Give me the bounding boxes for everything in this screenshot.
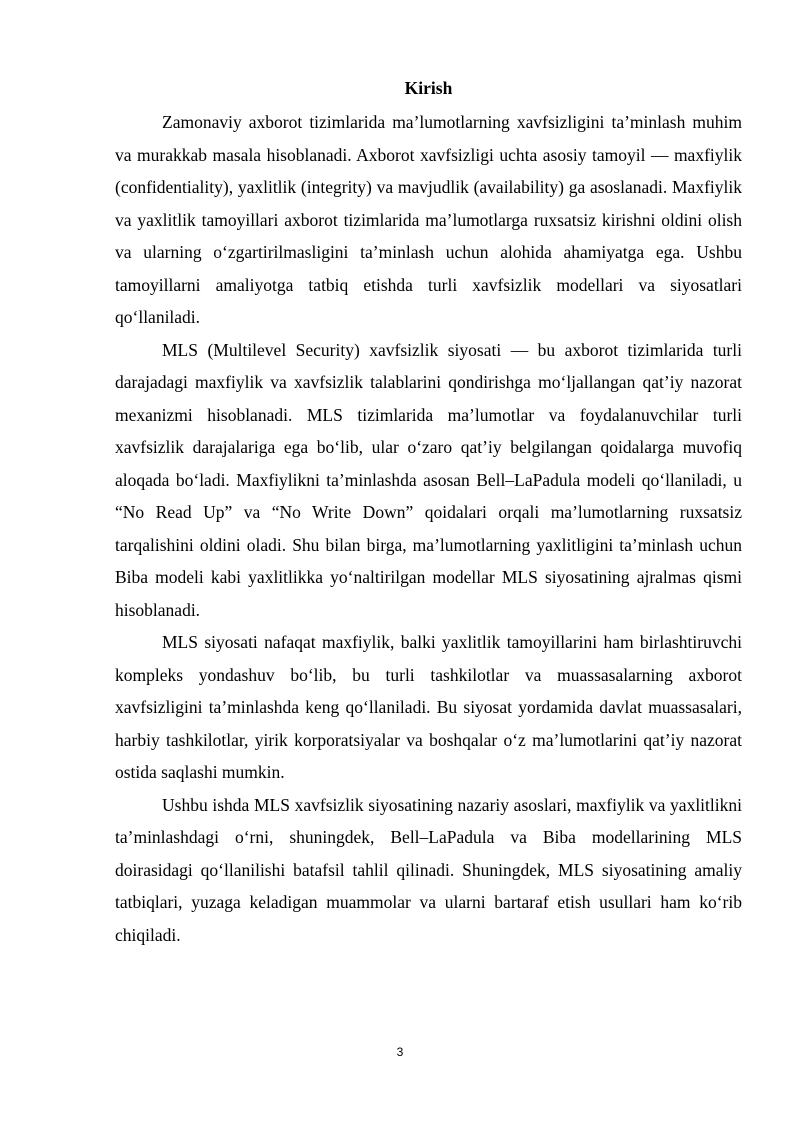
document-body (115, 74, 742, 951)
paragraph-4: Ushbu ishda MLS xavfsizlik siyosatining nazariy asoslari, maxfiylik va yaxlitlikni ta’minlashdagi o‘rni, shuningdek, Bell–LaPadula va Biba modellarining MLS doirasidagi qo‘llanilishi batafsil tahlil qilinadi. Shuningdek, MLS siyosatining amaliy tatbiqlari, yuzaga keladigan muammolar va ularni bartaraf etish usullari ham ko‘rib chiqiladi. (115, 794, 742, 945)
page-number: 3 (396, 1045, 404, 1059)
paragraph-1: Zamonaviy axborot tizimlarida ma’lumotlarning xavfsizligini ta’minlash muhim va murakkab masala hisoblanadi. Axborot xavfsizligi uchta asosiy tamoyil — maxfiylik (confidentiality), yaxlitlik (integrity) va mavjudlik (availability) ga asoslanadi. Maxfiylik va yaxlitlik tamoyillari axborot tizimlarida ma’lumotlarga ruxsatsiz kirishni oldini olish va ularning o‘zgartirilmasligini ta’minlash uchun alohida ahamiyatga ega. Ushbu tamoyillarni amaliyotga tatbiq etishda turli xavfsizlik modellari va siyosatlari qo‘llaniladi. (115, 112, 742, 327)
paragraph-2: MLS (Multilevel Security) xavfsizlik siyosati — bu axborot tizimlarida turli darajadagi maxfiylik va xavfsizlik talablarini qondirishga mo‘ljallangan qat’iy nazorat mexanizmi hisoblanadi. MLS tizimlarida ma’lumotlar va foydalanuvchilar turli xavfsizlik darajalariga ega bo‘lib, ular o‘zaro qat’iy belgilangan qoidalarga muvofiq aloqada bo‘ladi. Maxfiylikni ta’minlashda asosan Bell–LaPadula modeli qo‘llaniladi, u “No Read Up” va “No Write Down” qoidalari orqali ma’lumotlarning ruxsatsiz tarqalishini oldini oladi. Shu bilan birga, ma’lumotlarning yaxlitligini ta’minlash uchun Biba modeli kabi yaxlitlikka yo‘naltirilgan modellar MLS siyosatining ajralmas qismi hisoblanadi. (115, 339, 742, 620)
section-title: Kirish (404, 78, 453, 98)
paragraph-3: MLS siyosati nafaqat maxfiylik, balki yaxlitlik tamoyillarini ham birlashtiruvchi kompleks yondashuv bo‘lib, bu turli tashkilotlar va muassasalarning axborot xavfsizligini ta’minlashda keng qo‘llaniladi. Bu siyosat yordamida davlat muassasalari, harbiy tashkilotlar, yirik korporatsiyalar va boshqalar o‘z ma’lumotlarini qat’iy nazorat ostida saqlashi mumkin. (115, 632, 742, 782)
